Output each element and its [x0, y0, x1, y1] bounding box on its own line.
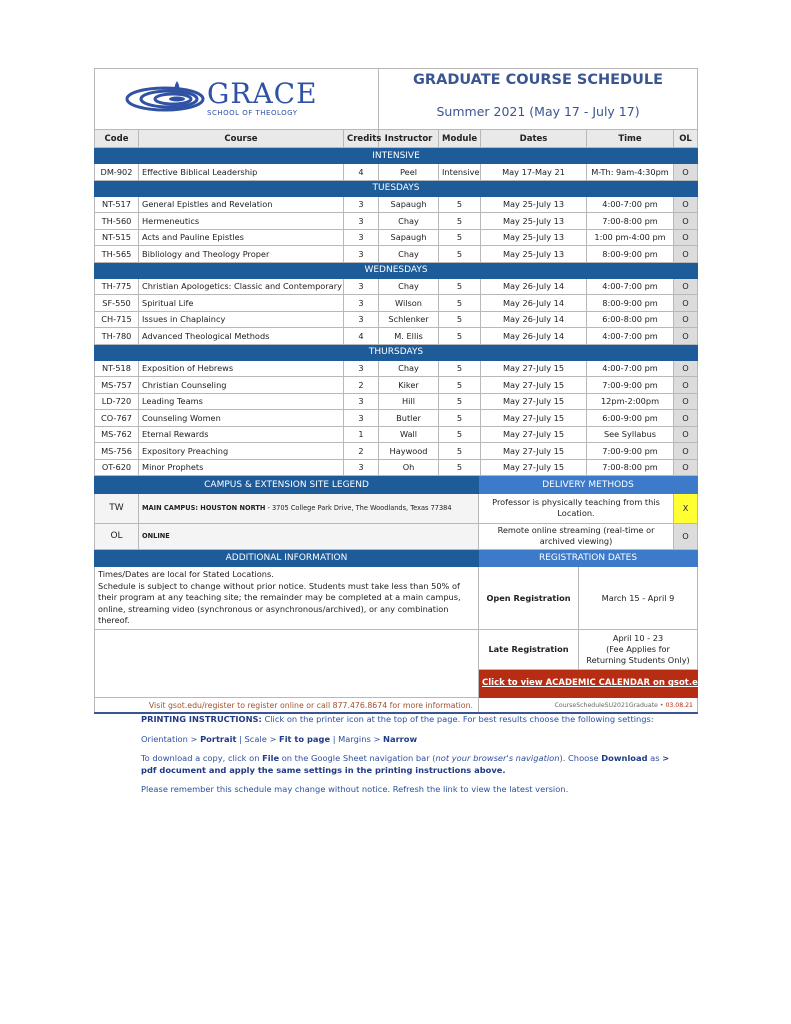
- registration-header: REGISTRATION DATES: [479, 550, 698, 567]
- table-cell: May 26-July 14: [481, 295, 587, 312]
- open-registration-label: Open Registration: [479, 567, 579, 630]
- table-cell: Chay: [379, 360, 439, 377]
- table-cell: TH-775: [95, 278, 139, 295]
- table-cell: May 25-July 13: [481, 229, 587, 246]
- table-cell: 6:00-9:00 pm: [587, 410, 674, 427]
- orientation-value: Portrait: [200, 733, 237, 744]
- table-cell: May 27-July 15: [481, 360, 587, 377]
- table-cell: General Epistles and Revelation: [139, 196, 344, 213]
- table-cell: Schlenker: [379, 311, 439, 328]
- table-cell: Issues in Chaplaincy: [139, 311, 344, 328]
- table-cell: 5: [439, 410, 481, 427]
- table-cell: 7:00-8:00 pm: [587, 459, 674, 476]
- table-cell: NT-515: [95, 229, 139, 246]
- download-pdf: > pdf document and apply the same settings in the printing instructions above.: [141, 753, 670, 775]
- table-cell: 7:00-9:00 pm: [587, 443, 674, 460]
- table-cell: 1: [344, 426, 379, 443]
- table-cell: O: [674, 410, 698, 427]
- table-row: [95, 213, 698, 230]
- table-cell: 2: [344, 443, 379, 460]
- table-cell: OT-620: [95, 459, 139, 476]
- table-cell: Chay: [379, 278, 439, 295]
- table-cell: 6:00-8:00 pm: [587, 311, 674, 328]
- table-cell: Eternal Rewards: [139, 426, 344, 443]
- delivery-method-online: Remote online streaming (real-time or archived viewing): [479, 523, 674, 549]
- table-cell: 12pm-2:00pm: [587, 393, 674, 410]
- table-row: [95, 328, 698, 345]
- table-cell: 8:00-9:00 pm: [587, 295, 674, 312]
- delivery-mark-physical: X: [674, 493, 698, 523]
- section-header: THURSDAYS: [95, 344, 698, 360]
- table-row: [95, 426, 698, 443]
- table-cell: 4:00-7:00 pm: [587, 196, 674, 213]
- table-cell: 3: [344, 295, 379, 312]
- table-cell: 3: [344, 278, 379, 295]
- table-cell: May 25-July 13: [481, 213, 587, 230]
- column-header-row: [95, 130, 698, 148]
- logo-cell: [95, 69, 379, 130]
- column-header: OL: [674, 130, 698, 148]
- table-cell: 3: [344, 246, 379, 263]
- scale-value: Fit to page: [279, 733, 331, 744]
- table-row: [95, 164, 698, 181]
- table-cell: May 26-July 14: [481, 278, 587, 295]
- table-cell: 5: [439, 295, 481, 312]
- table-cell: 3: [344, 311, 379, 328]
- table-cell: 5: [439, 196, 481, 213]
- printing-label: PRINTING INSTRUCTIONS:: [141, 714, 262, 724]
- table-cell: O: [674, 164, 698, 181]
- table-cell: 5: [439, 213, 481, 230]
- table-cell: 8:00-9:00 pm: [587, 246, 674, 263]
- register-note: Visit gsot.edu/register to register online or call 877.476.8674 for more information.: [95, 697, 479, 714]
- download-text-2: on the Google Sheet navigation bar (: [279, 753, 436, 763]
- site-name-ol: ONLINE: [139, 523, 479, 549]
- table-cell: 5: [439, 311, 481, 328]
- table-cell: O: [674, 443, 698, 460]
- table-cell: O: [674, 377, 698, 394]
- table-cell: Haywood: [379, 443, 439, 460]
- table-row: [95, 278, 698, 295]
- table-cell: CO-767: [95, 410, 139, 427]
- table-cell: CH-715: [95, 311, 139, 328]
- section-header-row: [95, 180, 698, 196]
- table-cell: Effective Biblical Leadership: [139, 164, 344, 181]
- table-cell: 3: [344, 196, 379, 213]
- column-header: Course: [139, 130, 344, 148]
- table-cell: 3: [344, 229, 379, 246]
- table-cell: 3: [344, 410, 379, 427]
- table-cell: 3: [344, 459, 379, 476]
- table-cell: LD-720: [95, 393, 139, 410]
- margins-value: Narrow: [383, 733, 418, 744]
- brand-name: GRACE: [207, 77, 318, 110]
- table-cell: May 17-May 21: [481, 164, 587, 181]
- table-cell: Chay: [379, 246, 439, 263]
- info-table: [94, 550, 714, 715]
- table-row: [95, 377, 698, 394]
- printing-text: Click on the printer icon at the top of the page. For best results choose the following settings:: [261, 714, 654, 724]
- table-cell: TH-780: [95, 328, 139, 345]
- table-row: [95, 229, 698, 246]
- table-cell: Wall: [379, 426, 439, 443]
- table-cell: TH-560: [95, 213, 139, 230]
- section-header: WEDNESDAYS: [95, 262, 698, 278]
- file-code-date: 03.08.21: [665, 702, 693, 710]
- printing-instructions: [141, 714, 681, 794]
- table-cell: May 27-July 15: [481, 377, 587, 394]
- table-cell: Chay: [379, 213, 439, 230]
- blank-cell: [95, 629, 479, 697]
- table-cell: May 27-July 15: [481, 459, 587, 476]
- table-cell: 3: [344, 213, 379, 230]
- table-cell: O: [674, 459, 698, 476]
- table-cell: TH-565: [95, 246, 139, 263]
- section-header: INTENSIVE: [95, 148, 698, 164]
- table-cell: MS-762: [95, 426, 139, 443]
- late-dates-line3: Returning Students Only): [586, 654, 690, 665]
- table-cell: NT-518: [95, 360, 139, 377]
- additional-info-line2: Schedule is subject to change without prior notice. Students must take less than 50% of their program at any teaching site; the remainder may be completed at a main campus, online, streaming video (synchronous or asynchronous/archived), or any combination thereof.: [98, 580, 461, 626]
- table-row: [95, 360, 698, 377]
- table-cell: May 25-July 13: [481, 246, 587, 263]
- table-row: [95, 246, 698, 263]
- column-header: Time: [587, 130, 674, 148]
- additional-info-text: [95, 567, 479, 630]
- table-cell: Leading Teams: [139, 393, 344, 410]
- delivery-header: DELIVERY METHODS: [479, 477, 698, 494]
- table-cell: Acts and Pauline Epistles: [139, 229, 344, 246]
- table-cell: NT-517: [95, 196, 139, 213]
- table-cell: 4: [344, 328, 379, 345]
- site-name-tw: [139, 493, 479, 523]
- table-cell: 5: [439, 246, 481, 263]
- table-cell: O: [674, 246, 698, 263]
- table-cell: Sapaugh: [379, 196, 439, 213]
- table-cell: 5: [439, 393, 481, 410]
- file-code-name: CourseScheduleSU2021Graduate •: [554, 702, 666, 710]
- table-cell: 2: [344, 377, 379, 394]
- section-header: TUESDAYS: [95, 180, 698, 196]
- table-cell: May 26-July 14: [481, 311, 587, 328]
- table-cell: Counseling Women: [139, 410, 344, 427]
- table-cell: 4:00-7:00 pm: [587, 360, 674, 377]
- delivery-mark-online: O: [674, 523, 698, 549]
- table-cell: O: [674, 295, 698, 312]
- column-header: Dates: [481, 130, 587, 148]
- table-cell: 7:00-8:00 pm: [587, 213, 674, 230]
- open-registration-dates: March 15 - April 9: [579, 567, 698, 630]
- table-cell: 1:00 pm-4:00 pm: [587, 229, 674, 246]
- grace-logo: [125, 79, 325, 119]
- table-cell: 5: [439, 328, 481, 345]
- table-cell: Expository Preaching: [139, 443, 344, 460]
- brand-sub: SCHOOL OF THEOLOGY: [207, 109, 298, 117]
- table-cell: M. Ellis: [379, 328, 439, 345]
- table-cell: O: [674, 328, 698, 345]
- table-cell: O: [674, 196, 698, 213]
- page-subtitle: Summer 2021 (May 17 - July 17): [436, 103, 640, 119]
- delivery-method-physical: Professor is physically teaching from this Location.: [479, 493, 674, 523]
- table-cell: Minor Prophets: [139, 459, 344, 476]
- download-bold: Download: [601, 753, 648, 763]
- table-cell: Hermeneutics: [139, 213, 344, 230]
- late-registration-dates: [579, 629, 698, 669]
- remember-note: Please remember this schedule may change without notice. Refresh the link to view the latest version.: [141, 784, 569, 794]
- table-cell: Christian Apologetics: Classic and Contemporary: [139, 278, 344, 295]
- table-cell: DM-902: [95, 164, 139, 181]
- site-code-ol: OL: [95, 523, 139, 549]
- table-cell: Butler: [379, 410, 439, 427]
- section-header-row: [95, 148, 698, 164]
- orientation-label: Orientation >: [141, 733, 201, 744]
- table-cell: 3: [344, 360, 379, 377]
- legend-table: [94, 476, 698, 550]
- table-cell: Advanced Theological Methods: [139, 328, 344, 345]
- table-cell: May 27-July 15: [481, 426, 587, 443]
- download-text-4: as: [647, 753, 663, 763]
- additional-info-line1: Times/Dates are local for Stated Locations.: [98, 569, 274, 579]
- table-cell: Christian Counseling: [139, 377, 344, 394]
- legend-header: CAMPUS & EXTENSION SITE LEGEND: [95, 477, 479, 494]
- table-cell: O: [674, 311, 698, 328]
- table-cell: Wilson: [379, 295, 439, 312]
- table-cell: O: [674, 213, 698, 230]
- table-cell: Intensive: [439, 164, 481, 181]
- site-name-tw-bold: MAIN CAMPUS: HOUSTON NORTH: [142, 504, 266, 512]
- scale-label: | Scale >: [236, 733, 280, 744]
- table-cell: 5: [439, 360, 481, 377]
- table-cell: May 27-July 15: [481, 410, 587, 427]
- table-cell: Oh: [379, 459, 439, 476]
- table-cell: 4:00-7:00 pm: [587, 278, 674, 295]
- column-header: Credits: [344, 130, 379, 148]
- table-cell: Bibliology and Theology Proper: [139, 246, 344, 263]
- download-text-3: ). Choose: [559, 753, 602, 763]
- table-cell: SF-550: [95, 295, 139, 312]
- site-code-tw: TW: [95, 493, 139, 523]
- late-dates-line2: (Fee Applies for: [606, 643, 670, 654]
- table-cell: 3: [344, 393, 379, 410]
- table-cell: O: [674, 393, 698, 410]
- table-cell: 5: [439, 229, 481, 246]
- table-cell: MS-757: [95, 377, 139, 394]
- table-cell: Spiritual Life: [139, 295, 344, 312]
- table-cell: O: [674, 229, 698, 246]
- table-cell: Sapaugh: [379, 229, 439, 246]
- download-file: File: [262, 753, 280, 763]
- table-cell: O: [674, 360, 698, 377]
- table-row: [95, 443, 698, 460]
- table-cell: 5: [439, 459, 481, 476]
- table-cell: 5: [439, 278, 481, 295]
- late-dates-line1: April 10 - 23: [612, 632, 664, 643]
- section-header-row: [95, 262, 698, 278]
- table-cell: Peel: [379, 164, 439, 181]
- table-cell: O: [674, 426, 698, 443]
- table-cell: O: [674, 278, 698, 295]
- late-registration-label: Late Registration: [479, 629, 579, 669]
- table-row: [95, 410, 698, 427]
- table-cell: 5: [439, 443, 481, 460]
- column-header: Module: [439, 130, 481, 148]
- academic-calendar-link[interactable]: Click to view ACADEMIC CALENDAR on gsot.edu.: [479, 669, 698, 697]
- table-cell: Exposition of Hebrews: [139, 360, 344, 377]
- download-text-1: To download a copy, click on: [141, 753, 263, 763]
- table-row: [95, 196, 698, 213]
- section-header-row: [95, 344, 698, 360]
- table-cell: 5: [439, 426, 481, 443]
- schedule-table: [94, 68, 698, 476]
- table-cell: May 27-July 15: [481, 393, 587, 410]
- column-header: Code: [95, 130, 139, 148]
- margins-label: | Margins >: [330, 733, 384, 744]
- table-cell: 7:00-9:00 pm: [587, 377, 674, 394]
- table-cell: May 25-July 13: [481, 196, 587, 213]
- grace-swirl-icon: [125, 79, 205, 115]
- table-cell: Kiker: [379, 377, 439, 394]
- table-cell: M-Th: 9am-4:30pm: [587, 164, 674, 181]
- table-row: [95, 311, 698, 328]
- page-title: GRADUATE COURSE SCHEDULE: [413, 71, 664, 88]
- table-cell: 5: [439, 377, 481, 394]
- table-row: [95, 459, 698, 476]
- site-name-tw-address: - 3705 College Park Drive, The Woodlands, Texas 77384: [265, 504, 452, 512]
- table-cell: May 27-July 15: [481, 443, 587, 460]
- table-cell: May 26-July 14: [481, 328, 587, 345]
- table-cell: 4:00-7:00 pm: [587, 328, 674, 345]
- table-cell: See Syllabus: [587, 426, 674, 443]
- table-cell: MS-756: [95, 443, 139, 460]
- table-row: [95, 393, 698, 410]
- title-cell: [379, 69, 698, 130]
- schedule-sheet: [94, 68, 714, 714]
- table-cell: Hill: [379, 393, 439, 410]
- column-header: Instructor: [379, 130, 439, 148]
- table-row: [95, 295, 698, 312]
- download-italic: not your browser's navigation: [435, 753, 560, 763]
- table-cell: 4: [344, 164, 379, 181]
- additional-info-header: ADDITIONAL INFORMATION: [95, 550, 479, 567]
